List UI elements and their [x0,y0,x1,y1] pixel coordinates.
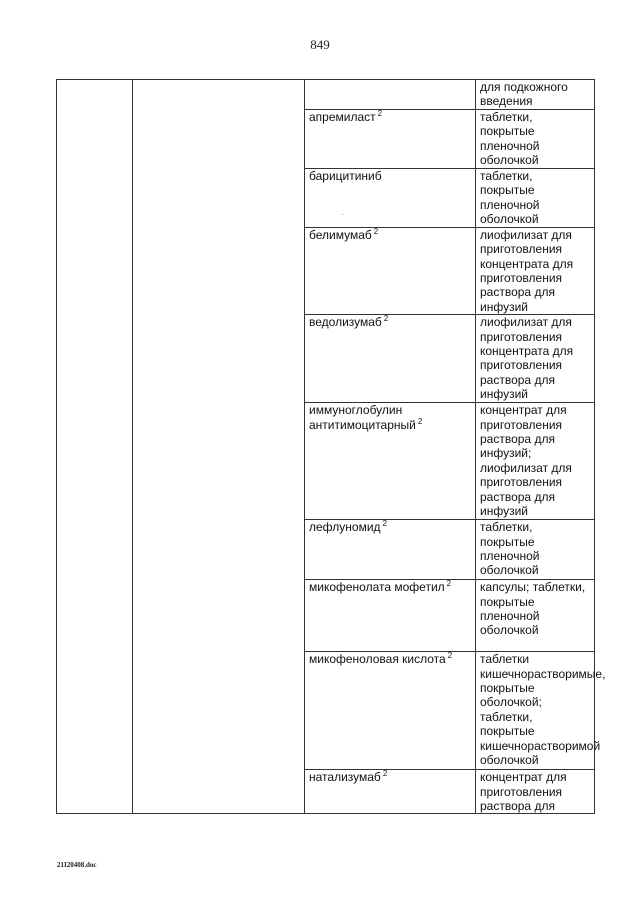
drug-name-cell [305,80,476,110]
scan-dot [342,214,343,215]
atc-group-column-cell [133,80,305,814]
footnote-marker: 2 [446,579,452,589]
drug-name-cell: белимумаб $^2$ [305,227,476,314]
drug-name-cell: лефлуномид $^2$ [305,520,476,580]
footnote-marker: 2 [417,416,423,426]
dosage-form-cell: концентрат для приготовления раствора для инфузий; лиофилизат для приготовления раствора для инфузий [476,403,595,520]
atc-code-column-cell [57,80,133,814]
dosage-form-cell: таблетки, покрытые пленочной оболочкой [476,520,595,580]
dosage-form-cell: для подкожного введения [476,80,595,110]
drug-name-cell: барицитиниб [305,168,476,227]
footnote-marker: 2 [382,769,388,779]
drug-name-cell: микофеноловая кислота $^2$ [305,652,476,770]
drug-name-cell: микофенолата мофетил $^2$ [305,580,476,652]
dosage-form-cell: таблетки, покрытые пленочной оболочкой [476,168,595,227]
medicines-table [56,79,606,814]
drug-name-cell: апремиласт $^2$ [305,109,476,168]
table-row [57,80,595,110]
footnote-marker: 2 [383,314,389,324]
drug-name-cell: натализумаб $^2$ [305,770,476,814]
dosage-form-cell: лиофилизат для приготовления концентрата для приготовления раствора для инфузий [476,315,595,403]
footnote-marker: 2 [373,226,379,236]
footnote-marker: 2 [447,651,453,661]
dosage-form-cell: концентрат для приготовления раствора для [476,770,595,814]
dosage-form-cell: таблетки кишечнорастворимые, покрытые оболочкой; таблетки, покрытые кишечнорастворимой оболочкой [476,652,595,770]
drug-name-cell: иммуноглобулин антитимоцитарный $^2$ [305,403,476,520]
footnote-marker: 2 [382,519,387,529]
page-number: 849 [310,37,330,52]
dosage-form-cell: лиофилизат для приготовления концентрата для приготовления раствора для инфузий [476,227,595,314]
dosage-form-cell: таблетки, покрытые пленочной оболочкой [476,109,595,168]
document-filename: 21I20408.doc [57,861,97,869]
footnote-marker: 2 [377,108,383,118]
dosage-form-cell: капсулы; таблетки, покрытые пленочной оболочкой [476,580,595,652]
drug-name-cell: ведолизумаб $^2$ [305,315,476,403]
